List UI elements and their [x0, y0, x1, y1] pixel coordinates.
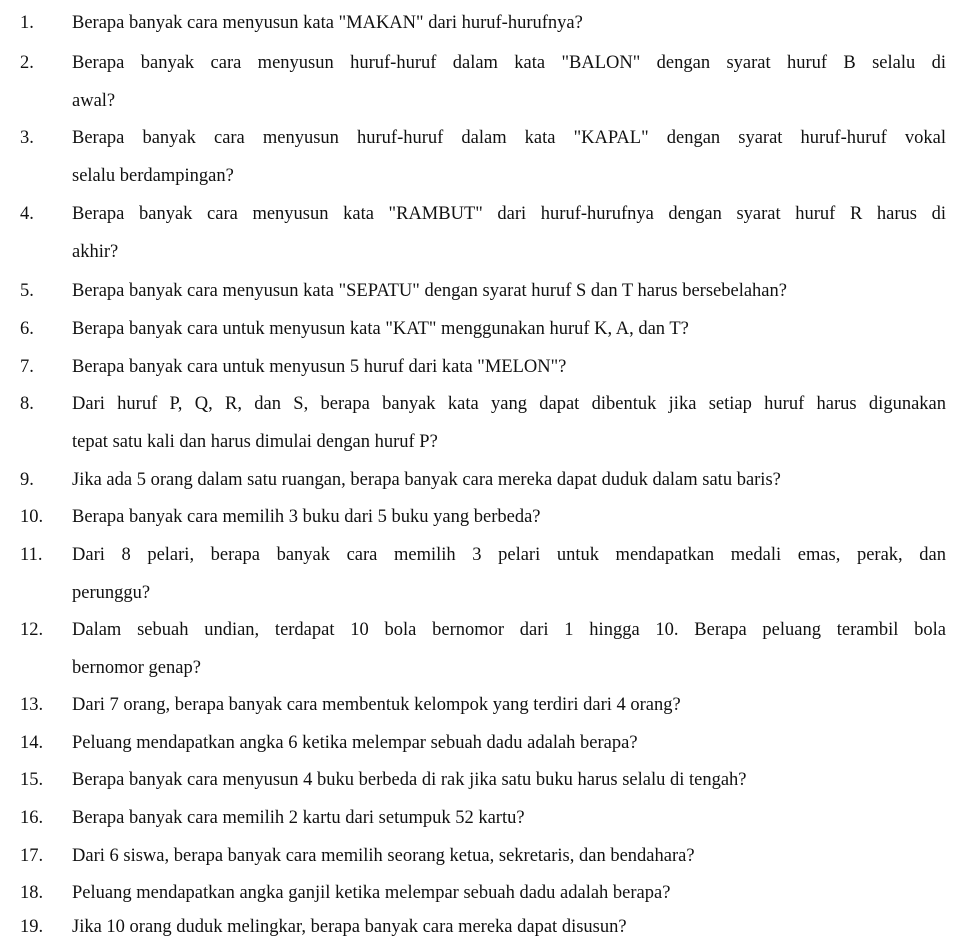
question-text: Berapa banyak cara untuk menyusun 5 huruf dari kata "MELON"?	[72, 357, 567, 377]
question-text-continued: akhir?	[72, 242, 119, 262]
question-number: 1.	[20, 13, 34, 33]
question-number: 19.	[20, 917, 44, 937]
question-number: 13.	[20, 695, 44, 715]
question-number: 16.	[20, 808, 44, 828]
question-text: Berapa banyak cara menyusun kata "RAMBUT" dari huruf-hurufnya dengan syarat huruf R harus di	[72, 204, 946, 224]
question-number: 8.	[20, 394, 34, 414]
question-number: 3.	[20, 128, 34, 148]
question-text: Berapa banyak cara memilih 2 kartu dari setumpuk 52 kartu?	[72, 808, 525, 828]
question-text: Dari 6 siswa, berapa banyak cara memilih seorang ketua, sekretaris, dan bendahara?	[72, 846, 695, 866]
question-number: 5.	[20, 281, 34, 301]
question-number: 2.	[20, 53, 34, 73]
question-number: 17.	[20, 846, 44, 866]
question-text: Berapa banyak cara menyusun kata "MAKAN" dari huruf-hurufnya?	[72, 13, 583, 33]
question-number: 15.	[20, 770, 44, 790]
question-text: Jika 10 orang duduk melingkar, berapa banyak cara mereka dapat disusun?	[72, 917, 627, 937]
question-number: 4.	[20, 204, 34, 224]
question-text: Berapa banyak cara memilih 3 buku dari 5 buku yang berbeda?	[72, 507, 541, 527]
question-text-continued: tepat satu kali dan harus dimulai dengan huruf P?	[72, 432, 438, 452]
question-number: 9.	[20, 470, 34, 490]
question-text: Dari 7 orang, berapa banyak cara membentuk kelompok yang terdiri dari 4 orang?	[72, 695, 681, 715]
question-number: 11.	[20, 545, 43, 565]
question-text: Dari 8 pelari, berapa banyak cara memilih 3 pelari untuk mendapatkan medali emas, perak, dan	[72, 545, 946, 565]
question-text-continued: selalu berdampingan?	[72, 166, 234, 186]
question-text-continued: bernomor genap?	[72, 658, 201, 678]
question-text: Berapa banyak cara untuk menyusun kata "KAT" menggunakan huruf K, A, dan T?	[72, 319, 689, 339]
question-text: Peluang mendapatkan angka 6 ketika melempar sebuah dadu adalah berapa?	[72, 733, 638, 753]
question-text: Peluang mendapatkan angka ganjil ketika melempar sebuah dadu adalah berapa?	[72, 883, 671, 903]
question-text: Berapa banyak cara menyusun 4 buku berbeda di rak jika satu buku harus selalu di tengah?	[72, 770, 747, 790]
question-number: 10.	[20, 507, 44, 527]
question-text: Berapa banyak cara menyusun huruf-huruf dalam kata "BALON" dengan syarat huruf B selalu di	[72, 53, 946, 73]
question-number: 18.	[20, 883, 44, 903]
question-number: 7.	[20, 357, 34, 377]
question-text: Berapa banyak cara menyusun huruf-huruf dalam kata "KAPAL" dengan syarat huruf-huruf vokal	[72, 128, 946, 148]
question-text: Berapa banyak cara menyusun kata "SEPATU" dengan syarat huruf S dan T harus bersebelahan?	[72, 281, 787, 301]
question-number: 12.	[20, 620, 44, 640]
question-text-continued: awal?	[72, 91, 116, 111]
question-number: 14.	[20, 733, 44, 753]
question-text: Dalam sebuah undian, terdapat 10 bola bernomor dari 1 hingga 10. Berapa peluang terambil bola	[72, 620, 946, 640]
question-text: Jika ada 5 orang dalam satu ruangan, berapa banyak cara mereka dapat duduk dalam satu baris?	[72, 470, 781, 490]
question-number: 6.	[20, 319, 34, 339]
question-text: Dari huruf P, Q, R, dan S, berapa banyak kata yang dapat dibentuk jika setiap huruf harus digunakan	[72, 394, 946, 414]
question-text-continued: perunggu?	[72, 583, 151, 603]
